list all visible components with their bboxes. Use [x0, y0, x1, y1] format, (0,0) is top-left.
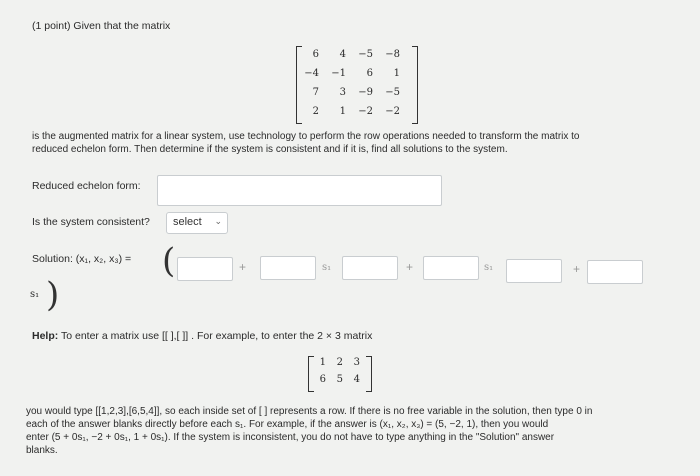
reduced-echelon-input[interactable] [157, 175, 442, 206]
augmented-matrix-cell: 1 [339, 106, 346, 117]
augmented-matrix-cell: 7 [312, 87, 319, 98]
explanation-line3: enter (5 + 0s₁, −2 + 0s₁, 1 + 0s₁). If the system is inconsistent, you do not have to type anything in the "Solution" answer [26, 432, 555, 443]
chevron-down-icon: ⌄ [214, 216, 222, 226]
solution-x2-constant-input[interactable] [342, 256, 398, 280]
augmented-matrix-cell: −9 [358, 87, 373, 98]
augmented-matrix-cell: −4 [304, 68, 319, 79]
plus-sign-2: + [406, 260, 414, 274]
example-matrix [308, 356, 378, 392]
solution-label: Solution: (x₁, x₂, x₃) = [32, 253, 132, 265]
augmented-matrix-cell: 4 [339, 49, 346, 60]
augmented-matrix-cell: 1 [393, 68, 400, 79]
augmented-matrix [296, 46, 424, 126]
plus-sign-3: + [573, 262, 581, 276]
augmented-matrix-cell: −5 [385, 87, 400, 98]
explanation-line2: each of the answer blanks directly before each s₁. For example, if the answer is (x₁, x₂, x₃) = (5, −2, 1), then you would [26, 419, 549, 430]
problem-intro: (1 point) Given that the matrix [32, 20, 171, 32]
augmented-matrix-cell: 6 [312, 49, 319, 60]
augmented-matrix-cell: −1 [331, 68, 346, 79]
consistent-select-value: select [173, 216, 202, 228]
augmented-matrix-cell: −2 [358, 106, 373, 117]
help-instruction: To enter a matrix use [[ ],[ ]] . For example, to enter the 2 × 3 matrix [60, 330, 373, 342]
example-right-bracket [366, 356, 372, 392]
solution-x1-coeff-input[interactable] [260, 256, 316, 280]
example-matrix-cell: 6 [319, 374, 326, 385]
example-matrix-cell: 5 [336, 374, 343, 385]
example-matrix-cell: 2 [336, 357, 343, 368]
augmented-matrix-cell: 3 [339, 87, 346, 98]
solution-x3-constant-input[interactable] [506, 259, 562, 283]
help-text [32, 330, 372, 343]
augmented-matrix-cell: 2 [312, 106, 319, 117]
s1-symbol-3: s₁ [30, 289, 40, 300]
explanation-line1: you would type [[1,2,3],[6,5,4]], so each inside set of [ ] represents a row. If there is no free variable in the solution, then type 0 in [26, 406, 593, 417]
augmented-matrix-cell: −2 [385, 106, 400, 117]
open-paren: ( [162, 241, 176, 281]
augmented-matrix-cell: −8 [385, 49, 400, 60]
solution-x3-coeff-input[interactable] [587, 260, 643, 284]
solution-x2-coeff-input[interactable] [423, 256, 479, 280]
s1-symbol-2: s₁ [484, 262, 494, 273]
explanation-line4: blanks. [26, 445, 58, 456]
example-matrix-cell: 4 [353, 374, 360, 385]
close-paren: ) [46, 275, 60, 315]
problem-description-line1: is the augmented matrix for a linear system, use technology to perform the row operations needed to transform the matrix to [32, 131, 580, 142]
reduced-echelon-label: Reduced echelon form: [32, 180, 141, 192]
solution-x1-constant-input[interactable] [177, 257, 233, 281]
plus-sign-1: + [239, 260, 247, 274]
example-matrix-cell: 1 [319, 357, 326, 368]
matrix-right-bracket [412, 46, 418, 124]
help-heading: Help: [32, 330, 59, 342]
augmented-matrix-cell: 6 [366, 68, 373, 79]
consistent-label: Is the system consistent? [32, 216, 150, 228]
example-matrix-cell: 3 [353, 357, 360, 368]
consistent-select[interactable] [166, 212, 228, 234]
s1-symbol-1: s₁ [322, 262, 332, 273]
problem-description-line2: reduced echelon form. Then determine if the system is consistent and if it is, find all solutions to the system. [32, 144, 508, 155]
augmented-matrix-cell: −5 [358, 49, 373, 60]
